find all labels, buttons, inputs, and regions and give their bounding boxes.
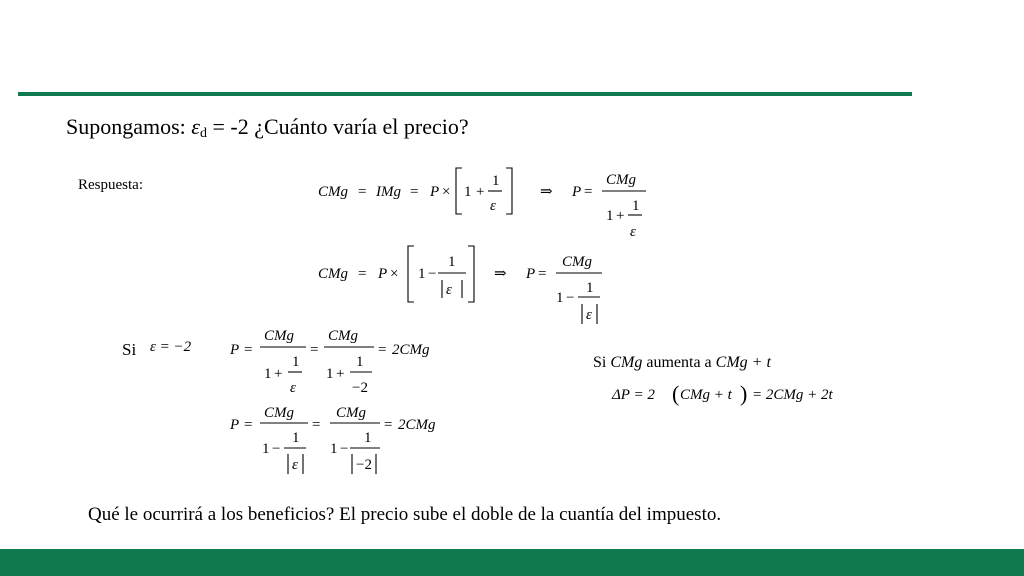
eq4-equals-2: = xyxy=(312,417,321,433)
eq1-p2: P xyxy=(572,184,582,200)
delta-rhs: = 2CMg + 2t xyxy=(752,387,833,403)
eq1-rhs-sub-den: ε xyxy=(630,224,636,240)
eq1-frac-den: ε xyxy=(490,198,496,214)
eq4-p: P xyxy=(230,417,240,433)
eq1-one: 1 xyxy=(464,184,472,200)
tax-rest: + t xyxy=(747,354,771,371)
eq2-times: × xyxy=(390,266,399,282)
eq1-plus: + xyxy=(476,184,485,200)
eq1-rhs-num: CMg xyxy=(606,172,636,188)
slide-title xyxy=(66,114,469,142)
bottom-accent-bar xyxy=(0,549,1024,576)
eq1-p: P xyxy=(430,184,440,200)
eq1-img: IMg xyxy=(376,184,401,200)
conclusion-text: Qué le ocurrirá a los beneficios? El precio sube el doble de la cuantía del impuesto. xyxy=(88,504,722,525)
epsilon-eq-neg2: ε = −2 xyxy=(150,339,192,355)
eq3-equals: = xyxy=(244,342,253,358)
equation-p-plus xyxy=(230,322,470,400)
si-label: Si xyxy=(122,340,137,359)
eq2-p2: P xyxy=(526,266,536,282)
eq4-f2-sub-num: 1 xyxy=(364,430,372,446)
eq4-f1-minus: − xyxy=(272,441,281,457)
eq4-f1-sub-num: 1 xyxy=(292,430,300,446)
eq1-equals: = xyxy=(358,184,367,200)
eq3-f2-sub-num: 1 xyxy=(356,354,364,370)
eq4-f2-one: 1 xyxy=(330,441,338,457)
equation-delta-p xyxy=(612,378,872,408)
eq3-f2-sub-den: −2 xyxy=(352,380,368,396)
eq4-equals: = xyxy=(244,417,253,433)
eq3-equals-3: = xyxy=(378,342,387,358)
eq2-rhs-num: CMg xyxy=(562,254,592,270)
delta-cmg-t: CMg + t xyxy=(680,387,732,403)
eq2-frac-den: ε xyxy=(446,282,452,298)
eq4-f1-num: CMg xyxy=(264,405,294,421)
tax-cmg2: CMg xyxy=(715,354,748,371)
eq3-f2-plus: + xyxy=(336,366,345,382)
eq1-equals-2: = xyxy=(410,184,419,200)
top-divider-line xyxy=(18,92,912,96)
tax-prefix: Si xyxy=(593,354,611,371)
eq1-equals-3: = xyxy=(584,184,593,200)
eq2-equals-2: = xyxy=(538,266,547,282)
title-subscript: d xyxy=(199,126,207,141)
eq2-cmg: CMg xyxy=(318,266,348,282)
eq2-one: 1 xyxy=(418,266,426,282)
eq2-implies: ⇒ xyxy=(494,266,507,282)
respuesta-label: Respuesta: xyxy=(78,177,143,193)
eq2-rhs-sub-den: ε xyxy=(586,307,592,323)
title-rest: = -2 ¿Cuánto varía el precio? xyxy=(206,114,469,139)
eq3-p: P xyxy=(230,342,240,358)
title-prefix: Supongamos: xyxy=(66,114,192,139)
epsilon-value xyxy=(148,334,218,358)
eq2-rhs-minus: − xyxy=(566,290,575,306)
eq1-left-bracket xyxy=(456,168,462,214)
title-epsilon: ε xyxy=(191,114,200,139)
eq1-times: × xyxy=(442,184,451,200)
eq3-f2-one: 1 xyxy=(326,366,334,382)
eq3-f1-sub-den: ε xyxy=(290,380,296,396)
eq4-f1-sub-den: ε xyxy=(292,457,298,473)
equation-p-minus xyxy=(230,402,470,478)
eq2-rhs-sub-num: 1 xyxy=(586,280,594,296)
tax-middle: aumenta a xyxy=(642,354,716,371)
tax-condition xyxy=(593,354,771,372)
eq1-right-bracket xyxy=(506,168,512,214)
eq4-f2-num: CMg xyxy=(336,405,366,421)
eq2-frac-num: 1 xyxy=(448,254,456,270)
eq4-f2-minus: − xyxy=(340,441,349,457)
eq1-implies: ⇒ xyxy=(540,184,553,200)
eq1-frac-num: 1 xyxy=(492,173,500,189)
eq4-f2-sub-den: −2 xyxy=(356,457,372,473)
eq3-result: 2CMg xyxy=(392,342,430,358)
eq1-rhs-plus: + xyxy=(616,208,625,224)
eq4-f1-one: 1 xyxy=(262,441,270,457)
eq2-minus: − xyxy=(428,266,437,282)
eq4-equals-3: = xyxy=(384,417,393,433)
eq3-f1-one: 1 xyxy=(264,366,272,382)
delta-rparen: ) xyxy=(740,381,748,406)
tax-cmg: CMg xyxy=(610,354,643,371)
equation-elasticity-abs xyxy=(318,244,618,330)
eq2-rhs-one: 1 xyxy=(556,290,564,306)
eq3-equals-2: = xyxy=(310,342,319,358)
eq1-rhs-sub-num: 1 xyxy=(632,198,640,214)
eq3-f1-num: CMg xyxy=(264,328,294,344)
equation-elasticity-general xyxy=(318,162,658,242)
eq2-left-bracket xyxy=(408,246,414,302)
eq2-equals: = xyxy=(358,266,367,282)
eq2-right-bracket xyxy=(468,246,474,302)
eq4-result: 2CMg xyxy=(398,417,436,433)
eq3-f1-plus: + xyxy=(274,366,283,382)
delta-p-lhs: ΔP = 2 xyxy=(612,387,655,403)
eq1-rhs-one: 1 xyxy=(606,208,614,224)
eq2-p: P xyxy=(378,266,388,282)
eq3-f2-num: CMg xyxy=(328,328,358,344)
eq3-f1-sub-num: 1 xyxy=(292,354,300,370)
delta-lparen: ( xyxy=(672,381,680,406)
eq1-cmg: CMg xyxy=(318,184,348,200)
